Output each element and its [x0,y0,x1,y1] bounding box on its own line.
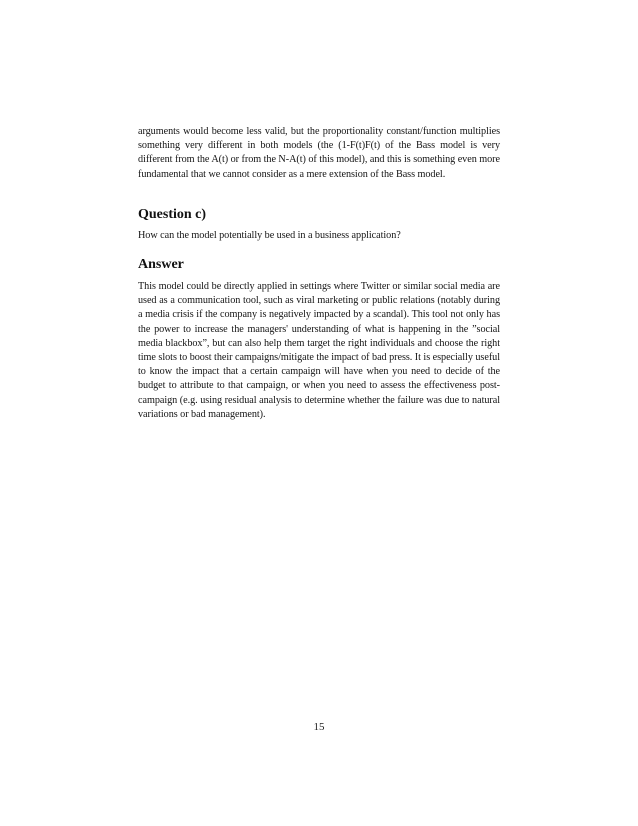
page-number: 15 [313,721,325,733]
answer-paragraph: This model could be directly applied in settings where Twitter or similar social media are used as a communication tool, such as viral marketing or public relations (notably during a media crisis if the company is negatively impacted by a scandal). This tool not only has the power to increase the managers' understanding of what is happening in the ”social media blackbox”, but can also help them target the right individuals and choose the right time slots to boost their campaigns/mitigate the impact of bad press. It is especially useful to know the impact that a certain campaign will have when you need to decide of the budget to attribute to that campaign, or when you need to assess the effectiveness post-campaign (e.g. using residual analysis to determine whether the failure was due to natural variations or bad management). [138,281,500,420]
continuation-paragraph: arguments would become less valid, but the proportionality constant/function multiplies something very different in both models (the (1-F(t)F(t) of the Bass model is very different from the A(t) or from the N-A(t) of this model), and this is something even more fundamental that we cannot consider as a mere extension of the Bass model. [138,126,500,180]
question-text: How can the model potentially be used in a business application? [138,230,401,241]
answer-heading: Answer [138,257,184,272]
question-heading: Question c) [138,207,207,222]
